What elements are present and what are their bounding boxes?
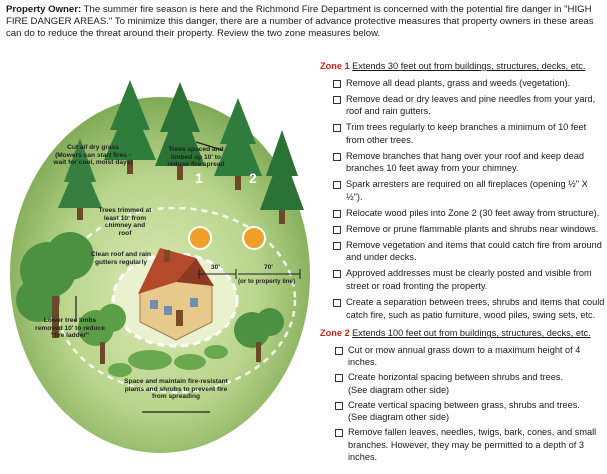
callout-clean-roof: Clean roof and rain gutters regularly	[90, 251, 152, 266]
checkbox-icon	[333, 96, 341, 104]
zone2-heading	[320, 327, 605, 340]
zone2-checklist	[320, 344, 605, 464]
checklist-item	[320, 121, 605, 146]
checklist-item-text: from other trees.	[346, 134, 414, 145]
checklist-item	[320, 267, 605, 292]
checklist-item-text: Spark arresters are required on all fireplaces (opening ½" X ½").	[346, 179, 588, 202]
dim-70-sublabel: (or to property line)	[238, 278, 296, 285]
checkbox-icon	[333, 226, 341, 234]
checklist-item-text: (See diagram other side)	[348, 384, 450, 395]
checkbox-icon	[333, 124, 341, 132]
checklist-item	[320, 239, 605, 264]
zone-measures	[320, 60, 605, 466]
callout-lower-limbs: Lower tree limbs removed 10' to reduce "fire ladder"	[35, 317, 105, 340]
defensible-space-diagram	[0, 60, 320, 469]
intro-label: Property Owner:	[6, 4, 82, 15]
checklist-item-text: branches. However, they may be permitted to a depth of 3	[348, 439, 584, 450]
checkbox-icon	[333, 270, 341, 278]
checklist-item	[320, 426, 605, 464]
checkbox-icon	[333, 242, 341, 250]
zone2-section	[320, 327, 605, 464]
zone2-description: Extends 100 feet out from buildings, structures, decks, etc.	[352, 328, 591, 339]
checklist-item-text: Trim trees regularly to keep branches a minimum of 10 feet	[346, 122, 587, 133]
checklist-item-text: and under decks.	[346, 252, 417, 263]
checklist-item	[320, 150, 605, 175]
zone1-checklist	[320, 77, 605, 322]
zone2-number: Zone 2	[320, 328, 350, 339]
checkbox-icon	[335, 402, 343, 410]
zone1-badge	[189, 227, 211, 249]
callout-cut-grass: Cut all dry grass (Mowers can start fires - wait for cool, moist days)	[53, 144, 133, 167]
checkbox-icon	[335, 374, 343, 382]
checklist-item	[320, 371, 605, 396]
checklist-item-text: Relocate wood piles into Zone 2 (30 feet away from structure).	[346, 207, 600, 218]
checklist-item-text: Remove fallen leaves, needles, twigs, bark, cones, and small	[348, 426, 597, 437]
checklist-item	[320, 207, 605, 220]
checklist-item-text: Remove or prune flammable plants and shrubs near windows.	[346, 223, 599, 234]
checklist-item-text: Approved addresses must be clearly posted and visible from	[346, 268, 592, 279]
checklist-item	[320, 77, 605, 90]
callout-trees-spaced: Trees spaced and limbed up 10' to reduce fire spread	[167, 146, 225, 169]
checklist-item-text: branches 10 feet away from your chimney.	[346, 163, 519, 174]
checkbox-icon	[333, 181, 341, 189]
checkbox-icon	[333, 210, 341, 218]
intro-paragraph	[6, 4, 602, 41]
checklist-item-text: Create horizontal spacing between shrubs and trees.	[348, 372, 564, 383]
callout-trees-trimmed: Trees trimmed at least 10' from chimney and roof	[98, 207, 152, 237]
dim-70-label: 70'	[264, 264, 273, 271]
checklist-item-text: Cut or mow annual grass down to a maximum height of 4 inches.	[348, 344, 581, 368]
checklist-item-text: roof and rain gutters.	[346, 106, 431, 117]
checklist-item-text: (See diagram other side)	[348, 412, 450, 423]
checkbox-icon	[333, 153, 341, 161]
zone1-badge-number: 1	[195, 170, 203, 186]
checklist-item	[320, 344, 605, 369]
zone1-description: Extends 30 feet out from buildings, structures, decks, etc.	[352, 61, 586, 71]
zone1-section	[320, 60, 605, 321]
checklist-item-text: inches.	[348, 452, 378, 463]
checklist-item	[320, 93, 605, 118]
zone1-number: Zone 1	[320, 61, 350, 71]
zone1-heading	[320, 60, 605, 73]
checklist-item-text: Create vertical spacing between grass, shrubs and trees.	[348, 399, 580, 410]
zone2-badge	[243, 227, 265, 249]
checklist-item-text: Remove all dead plants, grass and weeds (vegetation).	[346, 77, 571, 88]
zone2-badge-number: 2	[249, 170, 257, 186]
checklist-item-text: Remove branches that hang over your roof and keep dead	[346, 150, 585, 161]
checklist-item-text: street or road fronting the property.	[346, 281, 488, 292]
checkbox-icon	[335, 429, 343, 437]
checklist-item	[320, 296, 605, 321]
checklist-item	[320, 223, 605, 236]
checklist-item	[320, 178, 605, 203]
checklist-item-text: Remove vegetation and items that could catch fire from around	[346, 239, 602, 250]
checklist-item	[320, 399, 605, 424]
checkbox-icon	[335, 347, 343, 355]
checklist-item-text: Remove dead or dry leaves and pine needles from your yard,	[346, 93, 596, 104]
dim-30-label: 30'	[211, 264, 220, 271]
intro-text: The summer fire season is here and the Richmond Fire Department is concerned with the potential fire danger in "HIGH FIRE DANGER AREAS." To minimize this danger, there are a number of advance protective measures that property owners in these areas can do to reduce the threat around their property. Review the two zone measures below.	[6, 4, 594, 40]
checkbox-icon	[333, 80, 341, 88]
checkbox-icon	[333, 299, 341, 307]
callout-space-maintain: Space and maintain fire-resistant plants and shrubs to prevent fire from spreading	[124, 378, 228, 401]
checklist-item-text: catch fire, such as patio furniture, wood piles, swing sets, etc.	[346, 309, 596, 320]
checklist-item-text: Create a separation between trees, shrubs and items that could	[346, 297, 605, 308]
